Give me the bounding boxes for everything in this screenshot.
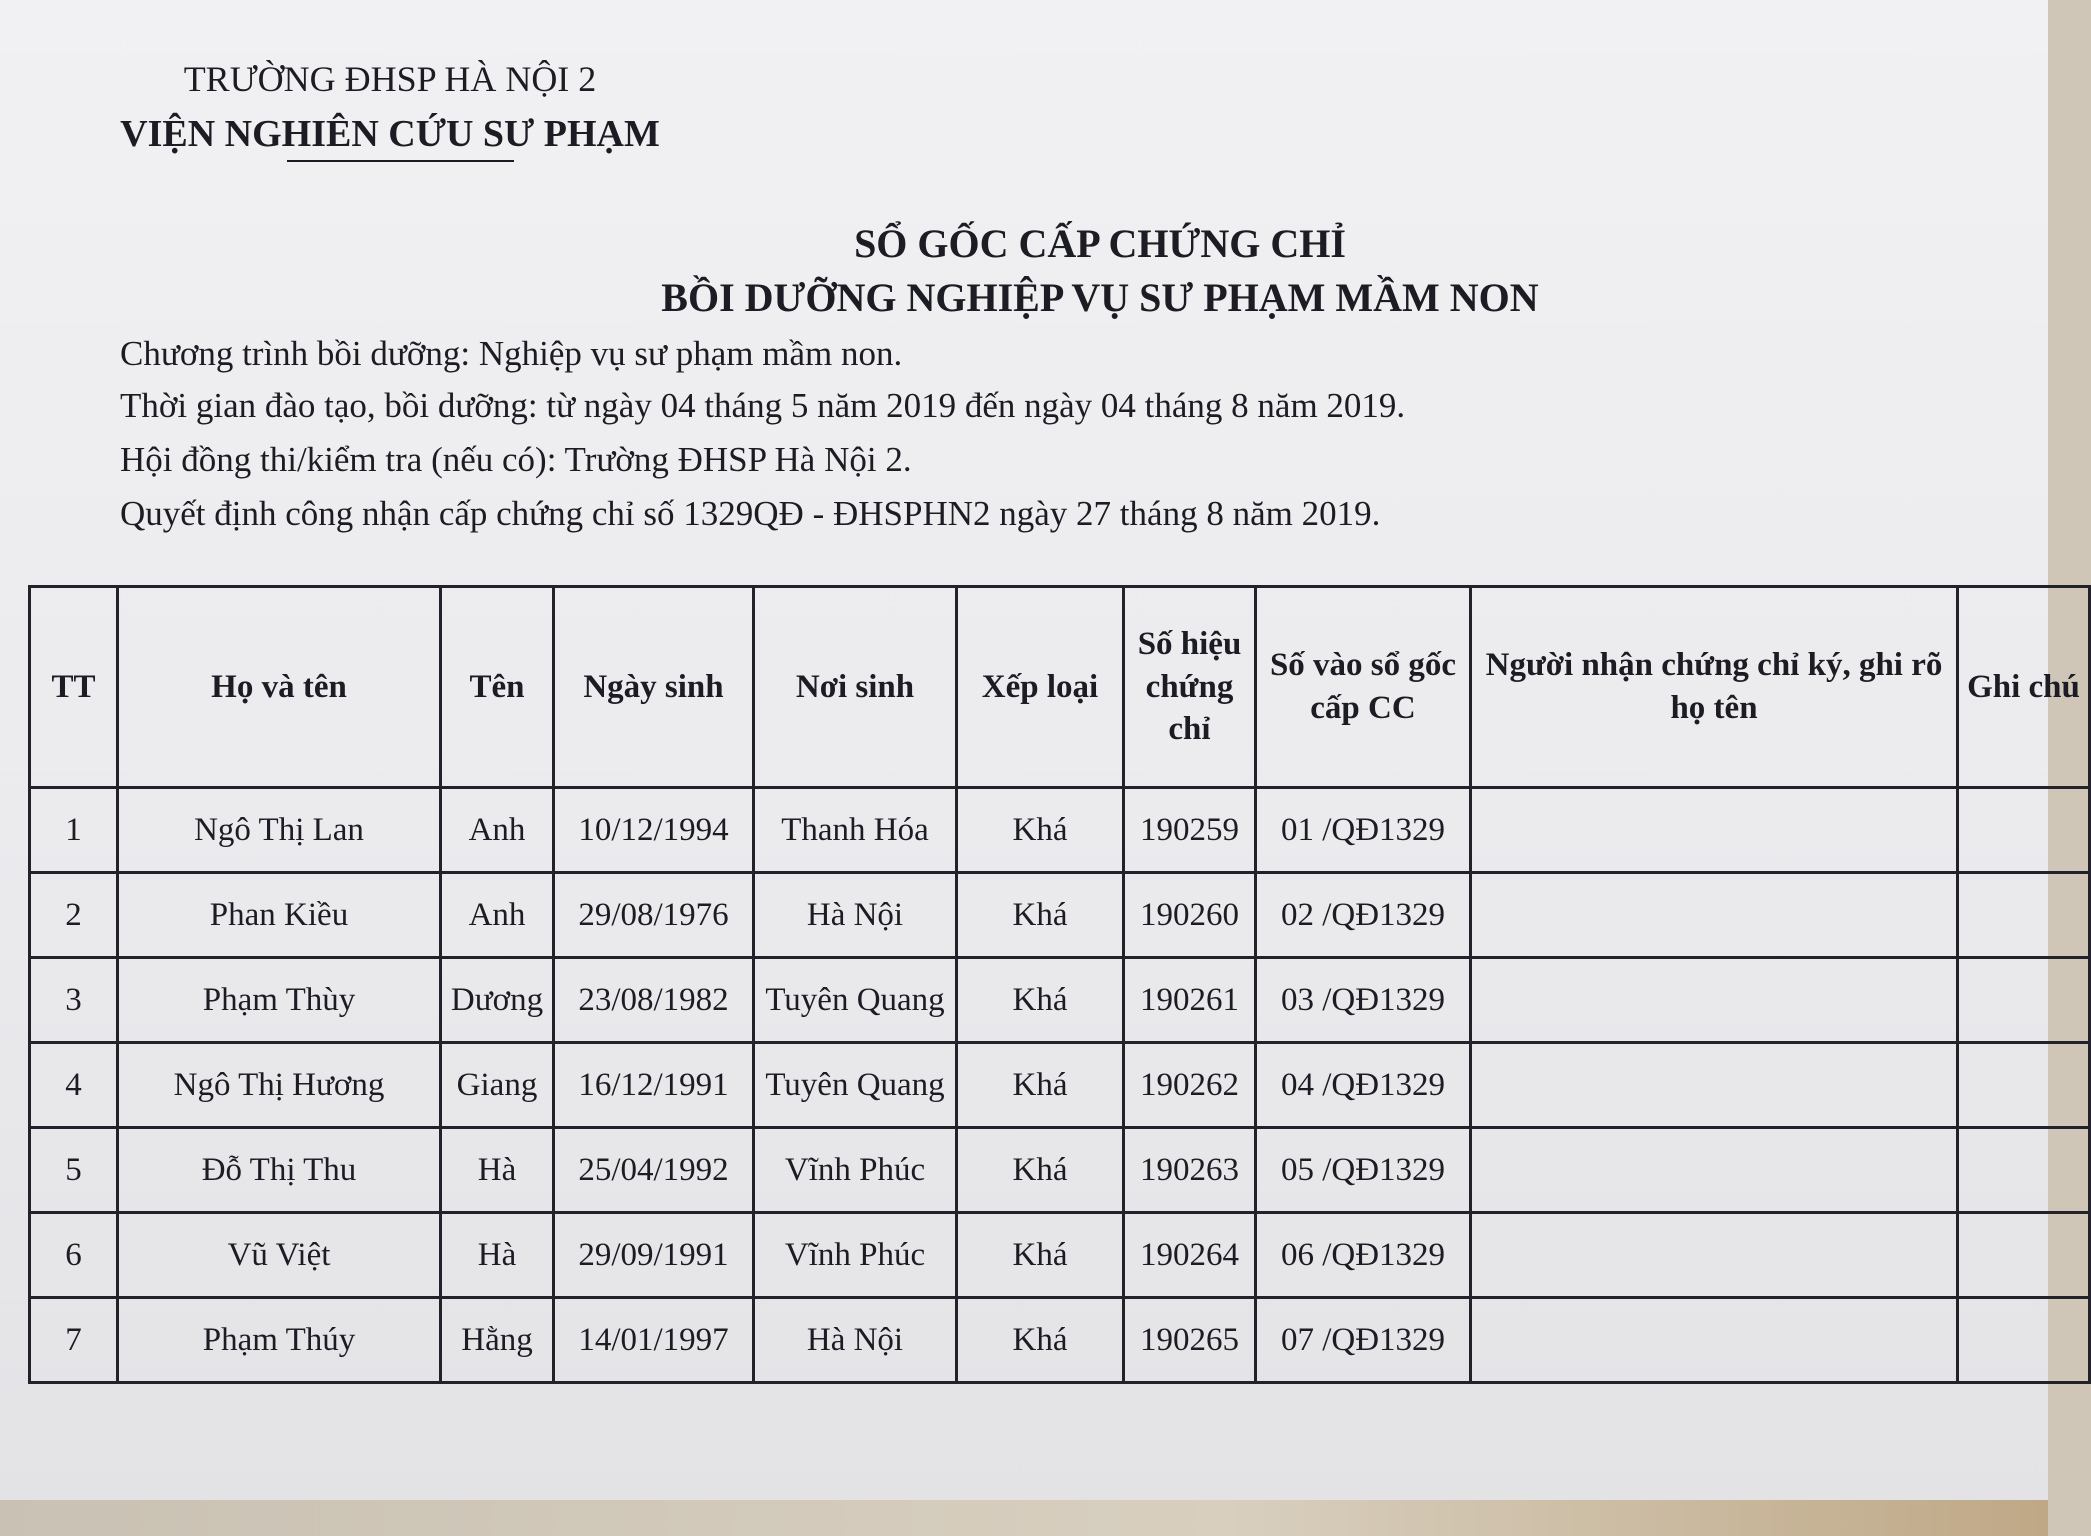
cell-cert-no: 190262	[1124, 1043, 1256, 1128]
council-line: Hội đồng thi/kiểm tra (nếu có): Trường ĐHSP Hà Nội 2.	[120, 440, 912, 479]
cell-tt: 5	[30, 1128, 118, 1213]
cell-note	[1958, 1043, 2090, 1128]
col-book-no: Số vào sổ gốc cấp CC	[1256, 587, 1471, 788]
cell-name: Dương	[441, 958, 554, 1043]
cell-note	[1958, 958, 2090, 1043]
cell-grade: Khá	[957, 788, 1124, 873]
cell-tt: 6	[30, 1213, 118, 1298]
cell-dob: 29/08/1976	[554, 873, 754, 958]
cell-dob: 14/01/1997	[554, 1298, 754, 1383]
cell-tt: 4	[30, 1043, 118, 1128]
table-row	[30, 1128, 2090, 1213]
col-tt: TT	[30, 587, 118, 788]
document-subtitle: BỒI DƯỠNG NGHIỆP VỤ SƯ PHẠM MẦM NON	[661, 275, 1539, 320]
cell-cert-no: 190263	[1124, 1128, 1256, 1213]
cell-fullname: Đỗ Thị Thu	[118, 1128, 441, 1213]
cell-grade: Khá	[957, 1298, 1124, 1383]
cell-pob: Hà Nội	[754, 1298, 957, 1383]
cell-note	[1958, 788, 2090, 873]
cell-book-no: 04 /QĐ1329	[1256, 1043, 1471, 1128]
cell-dob: 25/04/1992	[554, 1128, 754, 1213]
cell-cert-no: 190264	[1124, 1213, 1256, 1298]
col-signature: Người nhận chứng chỉ ký, ghi rõ họ tên	[1471, 587, 1958, 788]
cell-dob: 10/12/1994	[554, 788, 754, 873]
col-pob: Nơi sinh	[754, 587, 957, 788]
institute-name: VIỆN NGHIÊN CỨU SƯ PHẠM	[120, 113, 660, 155]
program-line: Chương trình bồi dưỡng: Nghiệp vụ sư phạm mầm non.	[120, 334, 903, 373]
cell-dob: 16/12/1991	[554, 1043, 754, 1128]
cell-name: Hà	[441, 1213, 554, 1298]
cell-pob: Tuyên Quang	[754, 958, 957, 1043]
cell-grade: Khá	[957, 1128, 1124, 1213]
cell-signature	[1471, 958, 1958, 1043]
cell-cert-no: 190261	[1124, 958, 1256, 1043]
cell-book-no: 07 /QĐ1329	[1256, 1298, 1471, 1383]
cell-pob: Vĩnh Phúc	[754, 1128, 957, 1213]
cell-name: Giang	[441, 1043, 554, 1128]
cell-note	[1958, 1298, 2090, 1383]
cell-fullname: Phạm Thúy	[118, 1298, 441, 1383]
col-fullname: Họ và tên	[118, 587, 441, 788]
document-title: SỔ GỐC CẤP CHỨNG CHỈ	[854, 221, 1346, 266]
cell-grade: Khá	[957, 873, 1124, 958]
cell-note	[1958, 873, 2090, 958]
cell-grade: Khá	[957, 1043, 1124, 1128]
cell-pob: Hà Nội	[754, 873, 957, 958]
cell-book-no: 03 /QĐ1329	[1256, 958, 1471, 1043]
cell-name: Anh	[441, 788, 554, 873]
cell-signature	[1471, 873, 1958, 958]
period-line: Thời gian đào tạo, bồi dưỡng: từ ngày 04 tháng 5 năm 2019 đến ngày 04 tháng 8 năm 2019.	[120, 386, 1406, 425]
desk-surface	[0, 1500, 2048, 1536]
cell-dob: 29/09/1991	[554, 1213, 754, 1298]
table-header-row	[30, 587, 2090, 788]
table-row	[30, 873, 2090, 958]
cell-tt: 1	[30, 788, 118, 873]
cell-fullname: Phạm Thùy	[118, 958, 441, 1043]
cell-signature	[1471, 1128, 1958, 1213]
cell-book-no: 02 /QĐ1329	[1256, 873, 1471, 958]
col-cert-no: Số hiệu chứng chỉ	[1124, 587, 1256, 788]
cell-book-no: 06 /QĐ1329	[1256, 1213, 1471, 1298]
cell-fullname: Ngô Thị Hương	[118, 1043, 441, 1128]
cell-book-no: 01 /QĐ1329	[1256, 788, 1471, 873]
school-name: TRƯỜNG ĐHSP HÀ NỘI 2	[183, 59, 597, 99]
cell-name: Hà	[441, 1128, 554, 1213]
col-dob: Ngày sinh	[554, 587, 754, 788]
cell-grade: Khá	[957, 1213, 1124, 1298]
cell-fullname: Phan Kiều	[118, 873, 441, 958]
cell-dob: 23/08/1982	[554, 958, 754, 1043]
col-grade: Xếp loại	[957, 587, 1124, 788]
cell-signature	[1471, 788, 1958, 873]
table-row	[30, 1213, 2090, 1298]
cell-cert-no: 190259	[1124, 788, 1256, 873]
table-row	[30, 788, 2090, 873]
cell-tt: 3	[30, 958, 118, 1043]
cell-pob: Tuyên Quang	[754, 1043, 957, 1128]
table-row	[30, 1298, 2090, 1383]
cell-name: Anh	[441, 873, 554, 958]
cell-note	[1958, 1128, 2090, 1213]
col-note: Ghi chú	[1958, 587, 2090, 788]
cell-grade: Khá	[957, 958, 1124, 1043]
table-row	[30, 1043, 2090, 1128]
cell-fullname: Vũ Việt	[118, 1213, 441, 1298]
cell-tt: 7	[30, 1298, 118, 1383]
cell-fullname: Ngô Thị Lan	[118, 788, 441, 873]
cell-signature	[1471, 1213, 1958, 1298]
cell-signature	[1471, 1043, 1958, 1128]
table-row	[30, 958, 2090, 1043]
cell-cert-no: 190260	[1124, 873, 1256, 958]
decision-line: Quyết định công nhận cấp chứng chỉ số 1329QĐ - ĐHSPHN2 ngày 27 tháng 8 năm 2019.	[120, 494, 1381, 533]
cell-pob: Vĩnh Phúc	[754, 1213, 957, 1298]
cell-pob: Thanh Hóa	[754, 788, 957, 873]
certificate-table	[28, 585, 2091, 1384]
cell-book-no: 05 /QĐ1329	[1256, 1128, 1471, 1213]
cell-signature	[1471, 1298, 1958, 1383]
header-underline	[287, 160, 514, 162]
cell-tt: 2	[30, 873, 118, 958]
cell-name: Hằng	[441, 1298, 554, 1383]
col-name: Tên	[441, 587, 554, 788]
cell-note	[1958, 1213, 2090, 1298]
cell-cert-no: 190265	[1124, 1298, 1256, 1383]
